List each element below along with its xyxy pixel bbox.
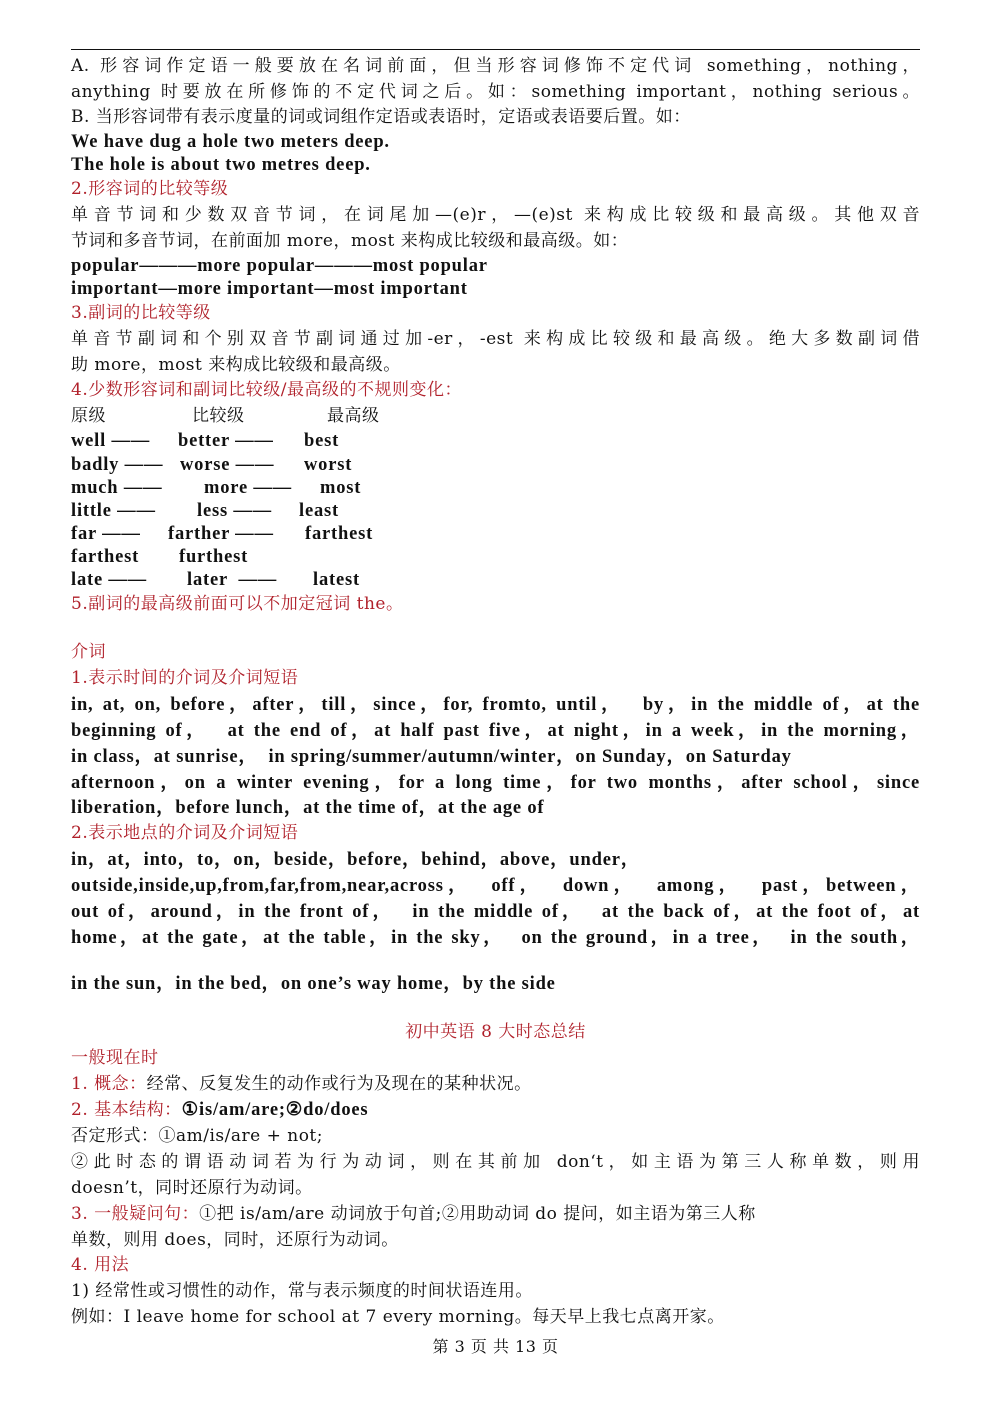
structure-line <box>71 1099 920 1121</box>
section-heading: 4.少数形容词和副词比较级/最高级的不规则变化： <box>71 380 462 400</box>
cell: much —— <box>71 478 163 498</box>
text-line: B. 当形容词带有表示度量的词或词组作定语或表语时，定语或表语要后置。如： <box>71 107 691 127</box>
question-line <box>71 1203 920 1225</box>
example-line: popular———more popular———most popular <box>71 256 488 276</box>
text-line: anything 时要放在所修饰的不定代词之后。如：something important，nothing serious。 <box>71 82 920 102</box>
cell: least <box>299 501 339 521</box>
cell: most <box>320 478 362 498</box>
cell: furthest <box>179 547 249 567</box>
question-label: 3. 一般疑问句： <box>71 1204 200 1224</box>
cell: best <box>304 431 340 451</box>
text-line: 例如：I leave home for school at 7 every morning。每天早上我七点离开家。 <box>71 1307 725 1327</box>
cell: badly —— <box>71 455 164 475</box>
text-line: beginning of， at the end of，at half past five，at night，in a week，in the morning， <box>71 721 920 741</box>
concept-line <box>71 1073 920 1095</box>
cell: farthest <box>305 524 374 544</box>
text-line: 助 more，most 来构成比较级和最高级。 <box>71 355 401 375</box>
section-heading: 2.表示地点的介词及介词短语 <box>71 823 299 843</box>
text-line: doesn’t，同时还原行为动词。 <box>71 1178 313 1198</box>
text-line: A. 形容词作定语一般要放在名词前面，但当形容词修饰不定代词 something，nothing， <box>71 56 920 76</box>
cell: worse —— <box>180 455 275 475</box>
example-line: important—more important—most important <box>71 279 468 299</box>
text-line: ②此时态的谓语动词若为行为动词，则在其前加 don‘t，如主语为第三人称单数，则用 <box>71 1152 920 1172</box>
text-line: in class，at sunrise， in spring/summer/autumn/winter，on Sunday，on Saturday <box>71 747 792 767</box>
concept-text: 经常、反复发生的动作或行为及现在的某种状况。 <box>146 1074 532 1094</box>
text-line: 单数，则用 does，同时，还原行为动词。 <box>71 1230 399 1250</box>
section-heading: 1.表示时间的介词及介词短语 <box>71 668 299 688</box>
cell: far —— <box>71 524 141 544</box>
text-line: afternoon，on a winter evening，for a long time，for two months，after school，since <box>71 773 920 793</box>
example-line: The hole is about two metres deep. <box>71 155 371 175</box>
cell: latest <box>313 570 360 590</box>
section-heading: 3.副词的比较等级 <box>71 303 211 323</box>
cell: well —— <box>71 431 151 451</box>
text-line: 单音节副词和个别双音节副词通过加-er，-est 来构成比较级和最高级。绝大多数副词借 <box>71 329 920 349</box>
text-line: in, at, on, before，after，till，since，for, fromto, until， by，in the middle of，at the <box>71 695 920 715</box>
text-line: in the sun，in the bed，on one’s way home，by the side <box>71 974 556 994</box>
structure-label: 2. 基本结构： <box>71 1100 182 1120</box>
cell: better —— <box>178 431 274 451</box>
section-heading: 一般现在时 <box>71 1048 159 1068</box>
text-line: outside,inside,up,from,far,from,near,across， off， down， among， past，between， <box>71 876 920 896</box>
text-line: in，at，into，to，on，beside，before，behind，above，under， <box>71 850 641 870</box>
question-text: ①把 is/am/are 动词放于句首;②用助动词 do 提问，如主语为第三人称 <box>199 1204 756 1224</box>
example-line: We have dug a hole two meters deep. <box>71 132 390 152</box>
section-heading: 2.形容词的比较等级 <box>71 179 229 199</box>
text-line: 节词和多音节词，在前面加 more，most 来构成比较级和最高级。如： <box>71 231 629 251</box>
text-line: home，at the gate，at the table，in the sky， on the ground，in a tree， in the south， <box>71 928 920 948</box>
text-line: out of，around，in the front of， in the middle of， at the back of，at the foot of，at <box>71 902 920 922</box>
header-cell: 比较级 <box>192 406 245 426</box>
cell: more —— <box>204 478 292 498</box>
structure-text: ①is/am/are;②do/does <box>181 1100 369 1120</box>
top-rule <box>71 49 920 50</box>
cell: little —— <box>71 501 156 521</box>
text-line: 1) 经常性或习惯性的动作，常与表示频度的时间状语连用。 <box>71 1281 533 1301</box>
cell: late —— <box>71 570 147 590</box>
cell: farther —— <box>168 524 274 544</box>
section-heading: 4. 用法 <box>71 1255 130 1275</box>
cell: worst <box>304 455 353 475</box>
cell: farthest <box>71 547 140 567</box>
section-heading: 5.副词的最高级前面可以不加定冠词 the。 <box>71 594 404 614</box>
concept-label: 1. 概念： <box>71 1074 147 1094</box>
chapter-title: 初中英语 8 大时态总结 <box>405 1022 586 1042</box>
cell: less —— <box>197 501 272 521</box>
header-cell: 最高级 <box>327 406 380 426</box>
text-line: liberation，before lunch，at the time of，at the age of <box>71 798 545 818</box>
text-line: 否定形式：①am/is/are + not; <box>71 1126 323 1146</box>
chapter-heading: 介词 <box>71 642 106 662</box>
text-line: 单音节词和少数双音节词，在词尾加—(e)r，—(e)st 来构成比较级和最高级。其他双音 <box>71 205 920 225</box>
page-number: 第 3 页 共 13 页 <box>432 1337 559 1356</box>
header-cell: 原级 <box>71 406 106 426</box>
cell: later —— <box>187 570 278 590</box>
